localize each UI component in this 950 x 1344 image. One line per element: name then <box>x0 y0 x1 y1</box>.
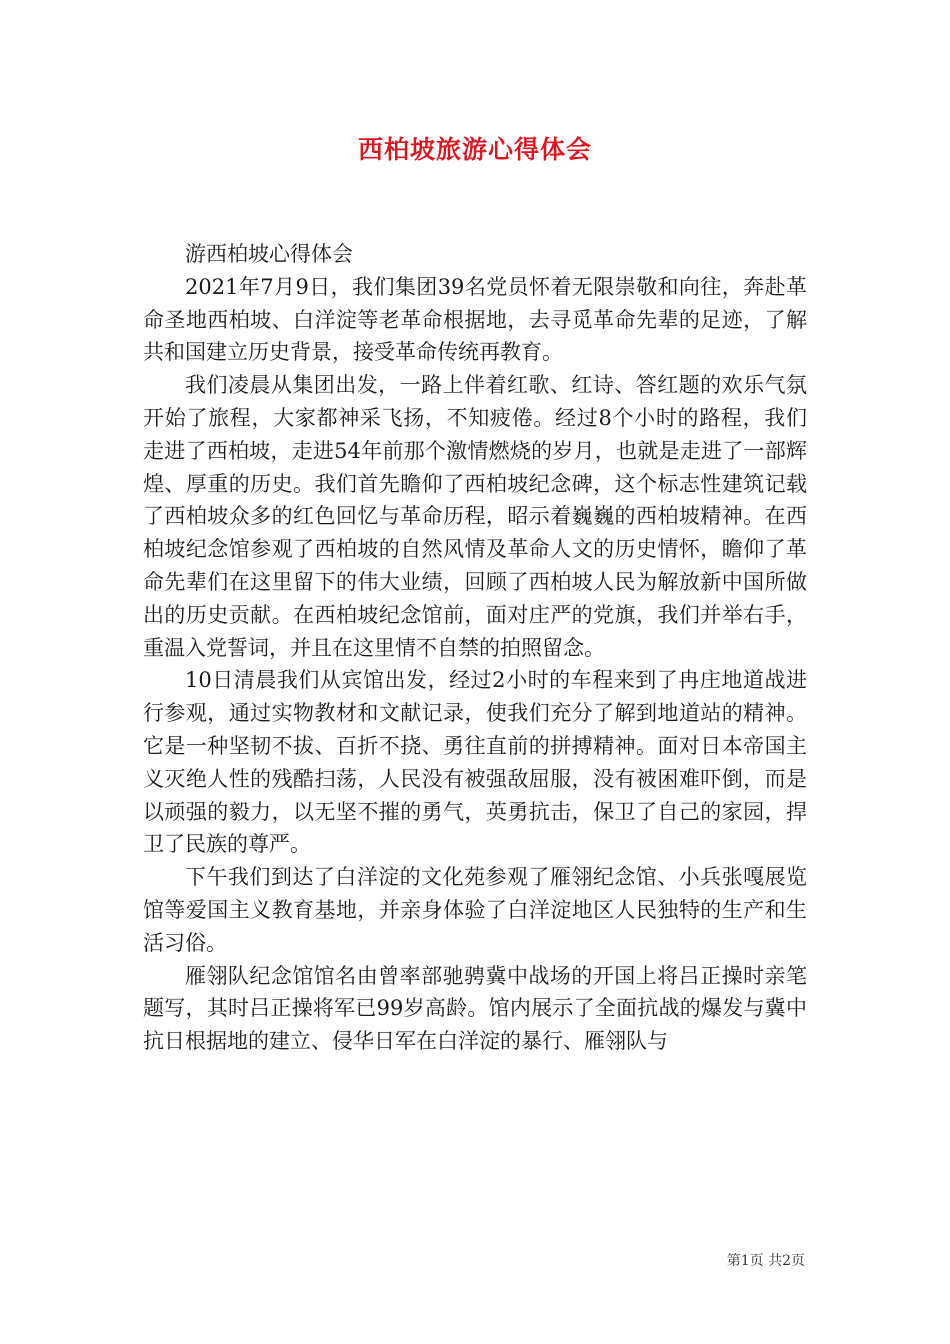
document-subtitle: 游西柏坡心得体会 <box>185 242 353 266</box>
paragraph-4: 下午我们到达了白洋淀的文化苑参观了雁翎纪念馆、小兵张嘎展览馆等爱国主义教育基地，并亲身体验了白洋淀地区人民独特的生产和生活习俗。 <box>143 865 807 955</box>
paragraph-3: 10日清晨我们从宾馆出发，经过2小时的车程来到了冉庄地道战进行参观，通过实物教材和文献记录，使我们充分了解到地道站的精神。它是一种坚韧不拔、百折不挠、勇往直前的拼搏精神。面对日本帝国主义灭绝人性的残酷扫荡，人民没有被强敌屈服，没有被困难吓倒，而是以顽强的毅力，以无坚不摧的勇气，英勇抗击，保卫了自己的家园，捍卫了民族的尊严。 <box>143 668 807 857</box>
paragraph-1: 2021年7月9日，我们集团39名党员怀着无限崇敬和向往，奔赴革命圣地西柏坡、白洋淀等老革命根据地，去寻觅革命先辈的足迹，了解共和国建立历史背景，接受革命传统再教育。 <box>143 274 807 365</box>
document-body <box>143 238 807 1058</box>
paragraph-5: 雁翎队纪念馆馆名由曾率部驰骋冀中战场的开国上将吕正操时亲笔题写，其时吕正操将军已99岁高龄。馆内展示了全面抗战的爆发与冀中抗日根据地的建立、侵华日军在白洋淀的暴行、雁翎队与 <box>143 963 807 1054</box>
page-number-footer: 第1页 共2页 <box>726 1253 805 1269</box>
paragraph-2: 我们凌晨从集团出发，一路上伴着红歌、红诗、答红题的欢乐气氛开始了旅程，大家都神采飞扬，不知疲倦。经过8个小时的路程，我们走进了西柏坡，走进54年前那个激情燃烧的岁月，也就是走进了一部辉煌、厚重的历史。我们首先瞻仰了西柏坡纪念碑，这个标志性建筑记载了西柏坡众多的红色回忆与革命历程，昭示着巍巍的西柏坡精神。在西柏坡纪念馆参观了西柏坡的自然风情及革命人文的历史情怀，瞻仰了革命先辈们在这里留下的伟大业绩，回顾了西柏坡人民为解放新中国所做出的历史贡献。在西柏坡纪念馆前，面对庄严的党旗，我们并举右手，重温入党誓词，并且在这里情不自禁的拍照留念。 <box>143 373 807 660</box>
document-title: 西柏坡旅游心得体会 <box>357 135 592 164</box>
